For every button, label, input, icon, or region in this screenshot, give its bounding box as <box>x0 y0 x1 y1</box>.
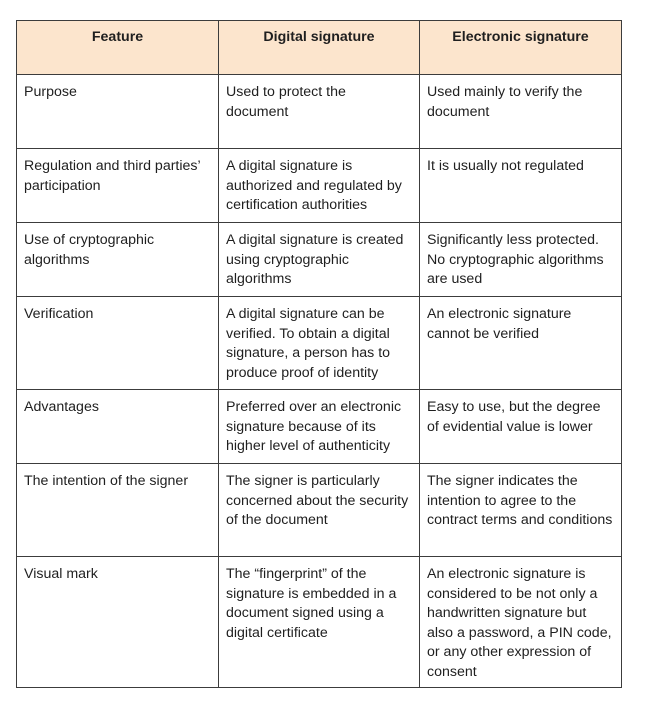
electronic-signature-cell: An electronic signature is considered to be not only a handwritten signature but also a password, a PIN code, or any other expression of consent <box>420 557 622 688</box>
feature-cell: Purpose <box>17 75 219 149</box>
table-header <box>17 21 622 75</box>
header-electronic-signature: Electronic signature <box>420 21 622 75</box>
feature-cell: Use of cryptographic algorithms <box>17 223 219 297</box>
feature-cell: Verification <box>17 297 219 390</box>
table-row <box>17 297 622 390</box>
electronic-signature-cell: Easy to use, but the degree of evidential value is lower <box>420 390 622 464</box>
digital-signature-cell: A digital signature is created using cryptographic algorithms <box>219 223 420 297</box>
electronic-signature-cell: Used mainly to verify the document <box>420 75 622 149</box>
feature-cell: Visual mark <box>17 557 219 688</box>
electronic-signature-cell: It is usually not regulated <box>420 149 622 223</box>
header-feature: Feature <box>17 21 219 75</box>
table-row <box>17 557 622 688</box>
digital-signature-cell: Used to protect the document <box>219 75 420 149</box>
comparison-table <box>16 20 622 688</box>
electronic-signature-cell: Significantly less protected. No cryptographic algorithms are used <box>420 223 622 297</box>
table-row <box>17 390 622 464</box>
digital-signature-cell: A digital signature can be verified. To obtain a digital signature, a person has to produce proof of identity <box>219 297 420 390</box>
digital-signature-cell: Preferred over an electronic signature because of its higher level of authenticity <box>219 390 420 464</box>
table-body <box>17 75 622 688</box>
electronic-signature-cell: An electronic signature cannot be verified <box>420 297 622 390</box>
table-row <box>17 223 622 297</box>
table-row <box>17 149 622 223</box>
feature-cell: Regulation and third parties’ participation <box>17 149 219 223</box>
electronic-signature-cell: The signer indicates the intention to agree to the contract terms and conditions <box>420 464 622 557</box>
header-digital-signature: Digital signature <box>219 21 420 75</box>
table-row <box>17 464 622 557</box>
digital-signature-cell: The signer is particularly concerned about the security of the document <box>219 464 420 557</box>
feature-cell: Advantages <box>17 390 219 464</box>
table-row <box>17 75 622 149</box>
feature-cell: The intention of the signer <box>17 464 219 557</box>
digital-signature-cell: A digital signature is authorized and regulated by certification authorities <box>219 149 420 223</box>
digital-signature-cell: The “fingerprint” of the signature is embedded in a document signed using a digital certificate <box>219 557 420 688</box>
header-row <box>17 21 622 75</box>
